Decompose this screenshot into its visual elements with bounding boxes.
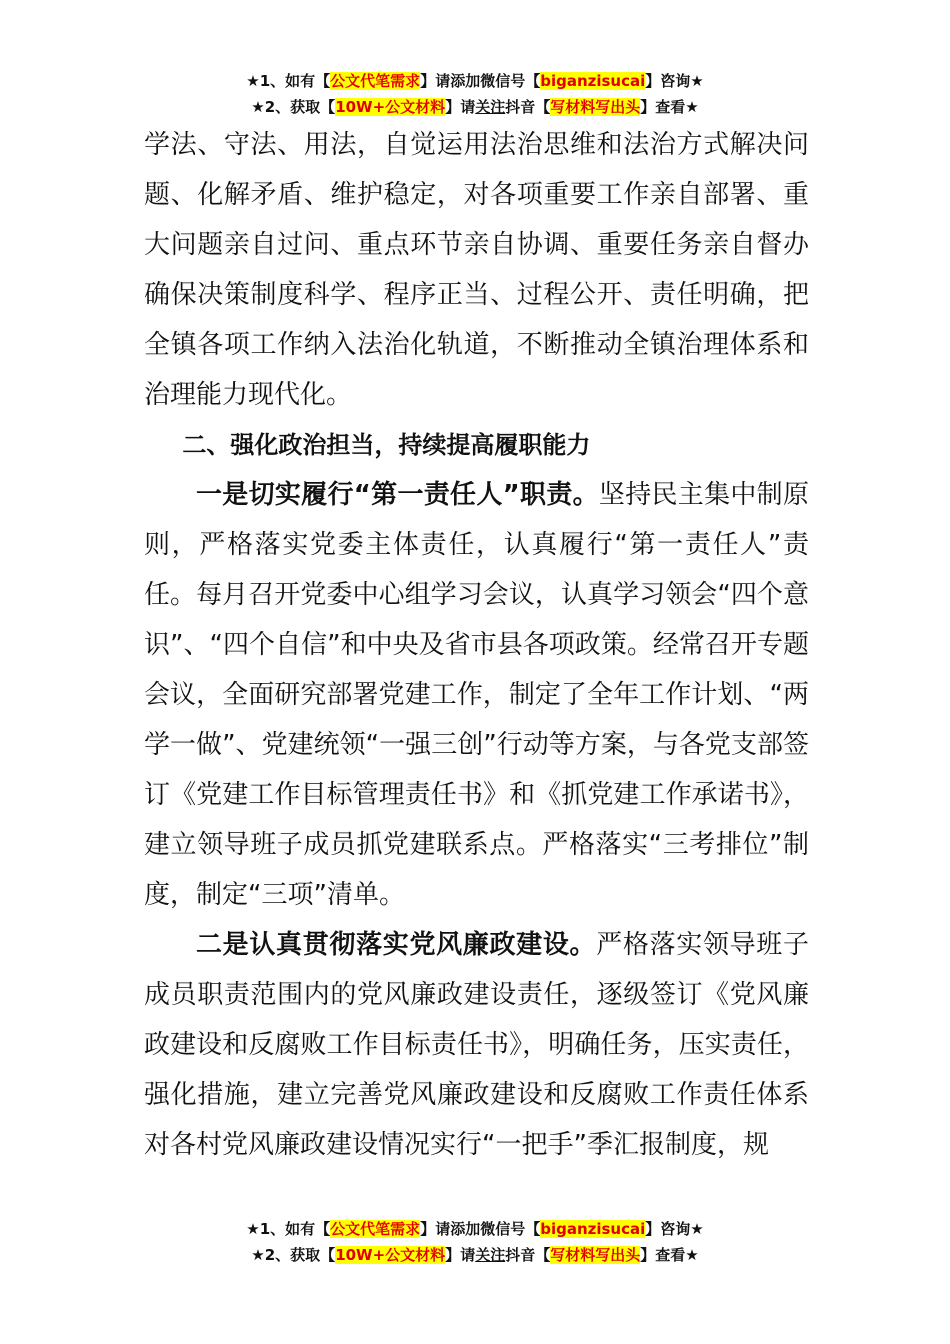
banner-text: 】咨询★ <box>645 1220 704 1238</box>
banner-text: ★1、如有【 <box>246 72 331 90</box>
banner-line-1 <box>0 68 950 94</box>
paragraph-1: 学法、守法、用法，自觉运用法治思维和法治方式解决问题、化解矛盾、维护稳定，对各项重要工作亲自部署、重大问题亲自过问、重点环节亲自协调、重要任务亲自督办确保决策制度科学、程序正当、过程公开、责任明确，把全镇各项工作纳入法治化轨道，不断推动全镇治理体系和治理能力现代化。 <box>144 130 809 410</box>
paragraph-text: 坚持民主集中制原则，严格落实党委主体责任，认真履行“第一责任人”责任。每月召开党委中心组学习会议，认真学习领会“四个意识”、“四个自信”和中央及省市县各项政策。经常召开专题会议，全面研究部署党建工作，制定了全年工作计划、“两学一做”、党建统领“一强三创”行动等方案，与各党支部签订《党建工作目标管理责任书》和《抓党建工作承诺书》，建立领导班子成员抓党建联系点。严格落实“三考排位”制度，制定“三项”清单。 <box>144 480 809 910</box>
banner-text: 】查看★ <box>640 1246 699 1264</box>
banner-highlight: 写材料写出头 <box>550 1246 641 1264</box>
banner-highlight: 公文代笔需求 <box>330 72 421 90</box>
banner-text: 】请添加微信号【 <box>420 1220 541 1238</box>
banner-highlight: biganzisucai <box>540 1220 646 1238</box>
banner-highlight: 10W+公文材料 <box>335 1246 446 1264</box>
paragraph-2 <box>144 470 809 920</box>
banner-text: ★2、获取【 <box>251 1246 336 1264</box>
banner-highlight: 10W+公文材料 <box>335 98 446 116</box>
footer-banner <box>0 1216 950 1268</box>
document-body <box>144 120 809 1170</box>
banner-underlined: 关注 <box>475 1246 506 1264</box>
banner-text: ★2、获取【 <box>251 98 336 116</box>
paragraph-3 <box>144 920 809 1170</box>
paragraph-text: 严格落实领导班子成员职责范围内的党风廉政建设责任，逐级签订《党风廉政建设和反腐败工作目标责任书》，明确任务，压实责任，强化措施，建立完善党风廉政建设和反腐败工作责任体系对各村党风廉政建设情况实行“一把手”季汇报制度，规 <box>144 930 809 1160</box>
paragraph-lead: 二是认真贯彻落实党风廉政建设。 <box>196 930 597 960</box>
banner-highlight: 公文代笔需求 <box>330 1220 421 1238</box>
banner-underlined: 关注 <box>475 98 506 116</box>
paragraph-lead: 一是切实履行“第一责任人”职责。 <box>196 480 599 510</box>
banner-text: 】请 <box>445 98 476 116</box>
banner-text: 】请添加微信号【 <box>420 72 541 90</box>
banner-text: 】请 <box>445 1246 476 1264</box>
banner-text: 】查看★ <box>640 98 699 116</box>
banner-text: ★1、如有【 <box>246 1220 331 1238</box>
banner-line-1 <box>0 1216 950 1242</box>
section-heading: 二、强化政治担当，持续提高履职能力 <box>182 431 591 459</box>
banner-text: 抖音【 <box>505 98 551 116</box>
banner-text: 】咨询★ <box>645 72 704 90</box>
banner-highlight: 写材料写出头 <box>550 98 641 116</box>
banner-text: 抖音【 <box>505 1246 551 1264</box>
banner-line-2 <box>0 1242 950 1268</box>
banner-line-2 <box>0 94 950 120</box>
header-banner <box>0 68 950 120</box>
banner-highlight: biganzisucai <box>540 72 646 90</box>
